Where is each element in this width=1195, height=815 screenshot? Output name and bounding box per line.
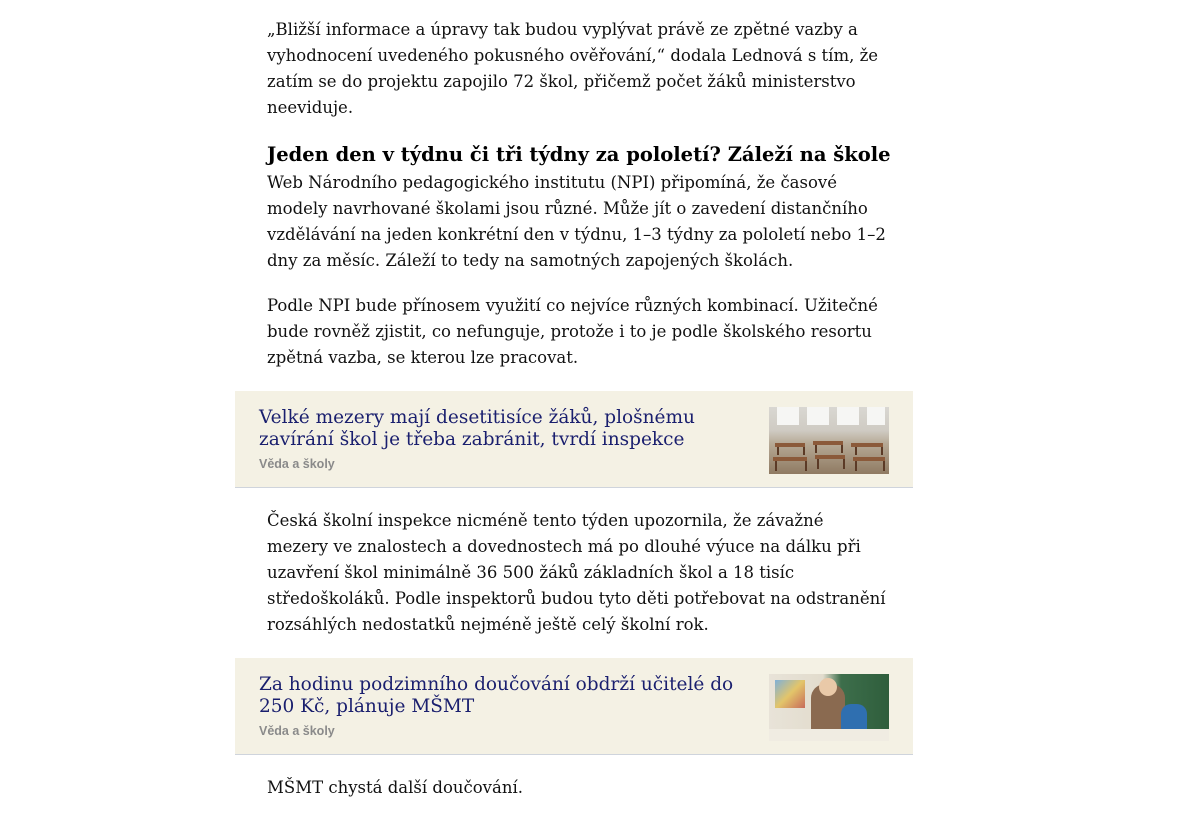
article-paragraph: Web Národního pedagogického institutu (NPI) připomíná, že časové modely navrhované školami jsou různé. Může jít o zavedení distančního vzdělávání na jeden konkrétní den v týdnu, 1–3 týdny za pololetí nebo 1–2 dny za měsíc. Záleží to tedy na samotných zapojených školách.	[267, 173, 886, 270]
teacher-thumbnail[interactable]	[769, 674, 889, 741]
article-paragraph: „Bližší informace a úpravy tak budou vyplývat právě ze zpětné vazby a vyhodnocení uvedeného pokusného ověřování,“ dodala Lednová s tím, že zatím se do projektu zapojilo 72 škol, přičemž počet žáků ministerstvo neeviduje.	[267, 20, 879, 117]
section-heading: Jeden den v týdnu či tři týdny za pololetí? Záleží na škole	[267, 143, 891, 166]
related-article-category: Věda a školy	[259, 457, 335, 471]
article-paragraph: Česká školní inspekce nicméně tento týden upozornila, že závažné mezery ve znalostech a dovednostech má po dlouhé výuce na dálku při uzavření škol minimálně 36 500 žáků základních škol a 18 tisíc středoškoláků. Podle inspektorů budou tyto děti potřebovat na odstranění rozsáhlých nedostatků nejméně ještě celý školní rok.	[267, 511, 886, 634]
classroom-thumbnail[interactable]	[769, 407, 889, 474]
related-article-title[interactable]: Velké mezery mají desetitisíce žáků, plošnému zavírání škol je třeba zabránit, tvrdí inspekce	[259, 407, 695, 450]
related-article-category: Věda a školy	[259, 724, 335, 738]
related-article-link[interactable]	[235, 658, 913, 755]
article-paragraph: MŠMT chystá další doučování.	[267, 778, 523, 797]
related-article-link[interactable]	[235, 391, 913, 488]
related-article-title[interactable]: Za hodinu podzimního doučování obdrží učitelé do 250 Kč, plánuje MŠMT	[259, 674, 734, 717]
article-paragraph: Podle NPI bude přínosem využití co nejvíce různých kombinací. Užitečné bude rovněž zjistit, co nefunguje, protože i to je podle školského resortu zpětná vazba, se kterou lze pracovat.	[267, 296, 878, 367]
